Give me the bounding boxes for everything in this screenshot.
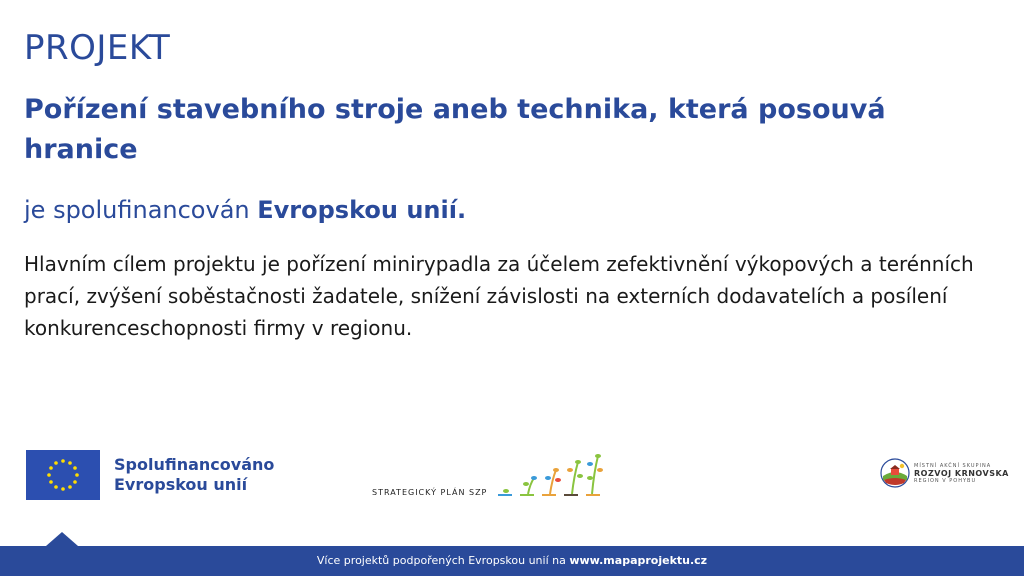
footer-link[interactable]: www.mapaprojektu.cz xyxy=(569,554,708,567)
eu-logo-line1: Spolufinancováno xyxy=(114,455,275,474)
section-kicker: PROJEKT xyxy=(24,28,171,68)
mas-line3: REGION V POHYBU xyxy=(914,477,977,484)
project-title: Pořízení stavebního stroje aneb technika, která posouvá hranice xyxy=(24,94,886,165)
cofinanced-prefix: je spolufinancován xyxy=(24,196,258,224)
szp-label: STRATEGICKÝ PLÁN SZP xyxy=(372,488,488,497)
mas-line1: MÍSTNÍ AKČNÍ SKUPINA xyxy=(914,462,992,469)
szp-plants-icon xyxy=(492,448,604,500)
strategicky-plan-szp-logo xyxy=(372,448,612,500)
mas-text xyxy=(914,463,1009,484)
footer-text xyxy=(0,546,1024,576)
cofinanced-bold: Evropskou unií. xyxy=(257,196,467,224)
project-description: Hlavním cílem projektu je pořízení minirypadla za účelem zefektivnění výkopových a terénních prací, zvýšení soběstačnosti žadatele, snížení závislosti na externích dodavatelích a posílení konkurenceschopnosti firmy v regionu. xyxy=(24,252,974,340)
mas-line2: ROZVOJ KRNOVSKA xyxy=(914,468,1009,478)
eu-flag-icon xyxy=(26,450,100,500)
footer-notch xyxy=(46,532,78,546)
mas-emblem-icon xyxy=(880,458,910,488)
eu-logo-text xyxy=(114,455,274,495)
mas-rozvoj-krnovska-logo xyxy=(880,458,1009,488)
footer-text-prefix: Více projektů podpořených Evropskou unií na xyxy=(316,554,570,567)
eu-logo-line2: Evropskou unií xyxy=(114,475,248,494)
eu-cofinanced-logo xyxy=(26,450,274,500)
footer-bar xyxy=(0,546,1024,576)
cofinanced-statement xyxy=(24,196,466,224)
